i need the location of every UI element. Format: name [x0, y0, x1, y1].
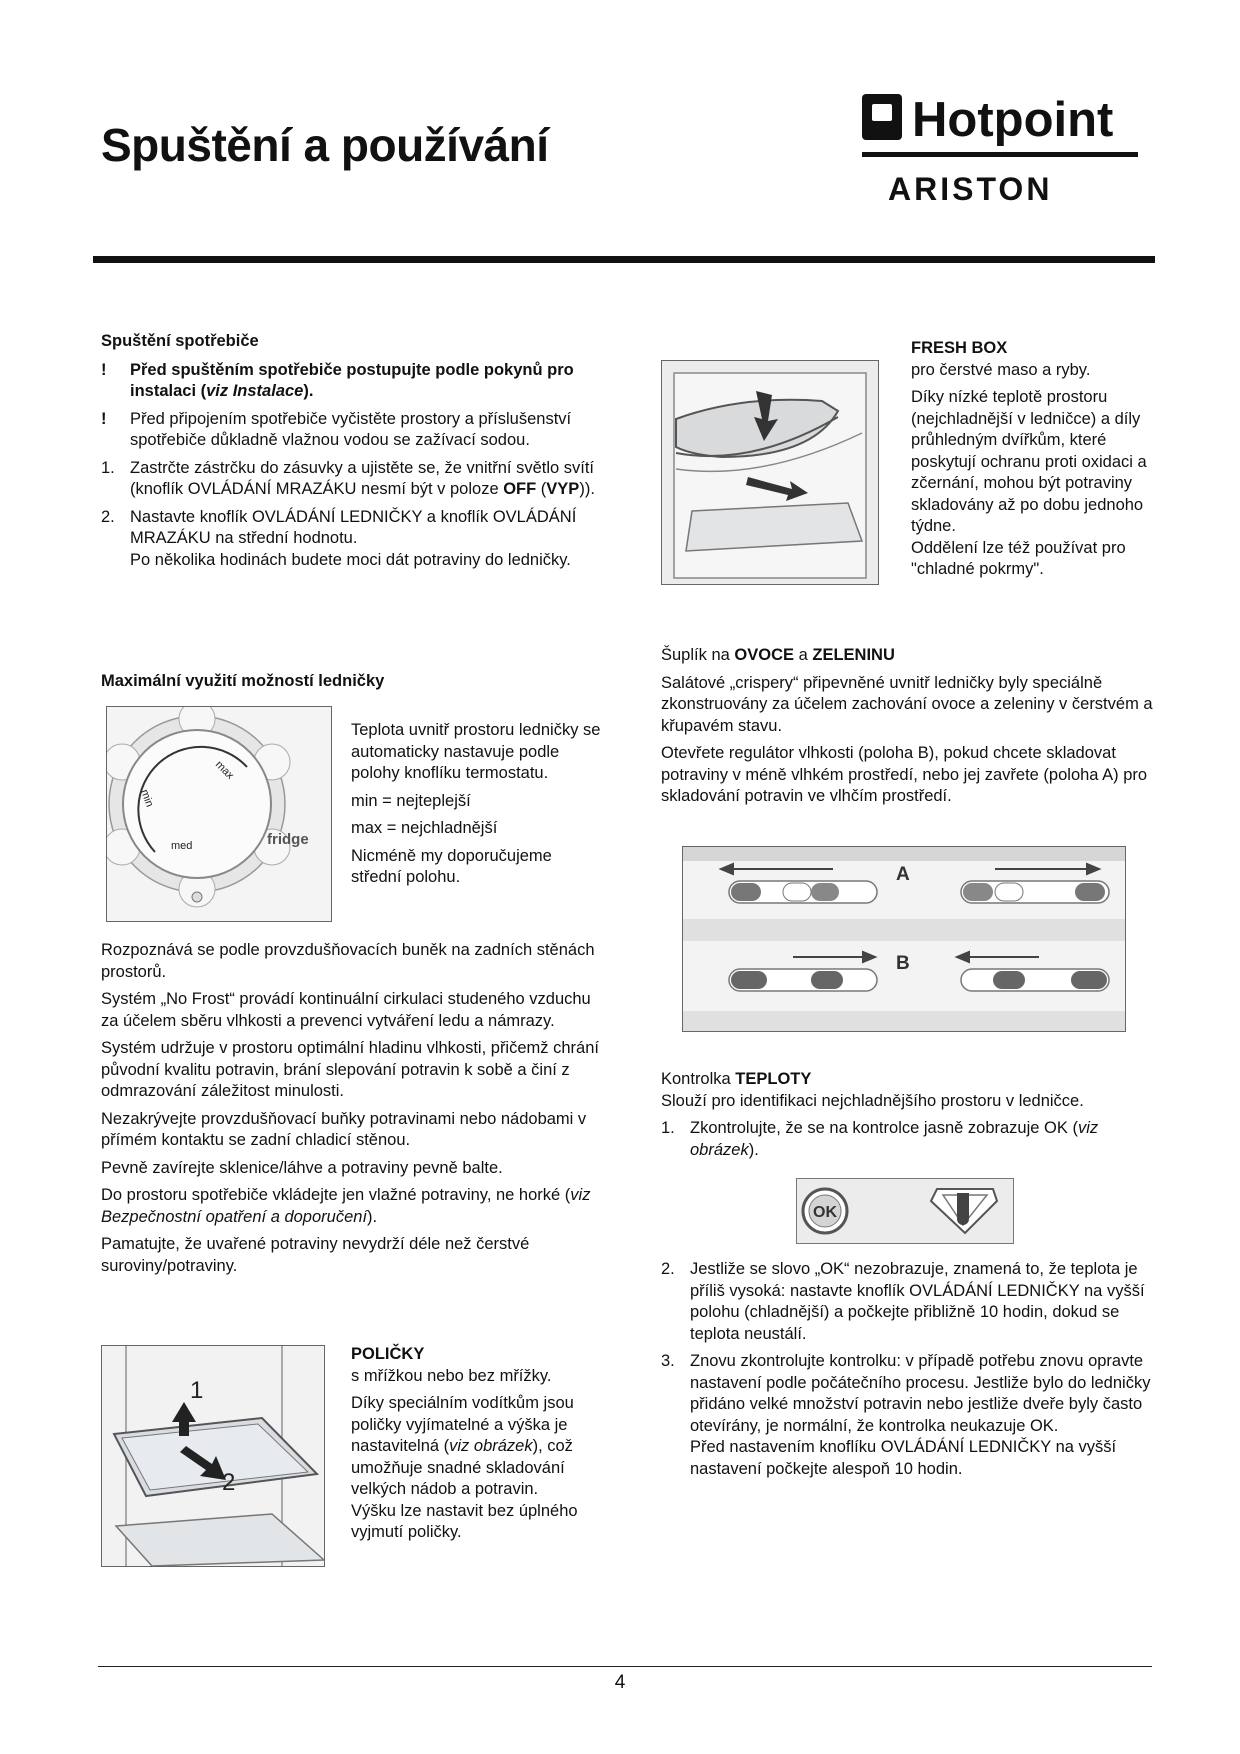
- nofrost-section: Rozpoznává se podle provzdušňovacích buněk na zadních stěnách prostorů. Systém „No Frost“ provádí kontinuální cirkulaci studeného vzduchu za účelem sběru vlhkosti a prevenci vytváření ledu a námrazy. Systém udržuje v prostoru optimální hladinu vlhkosti, přičemž chrání původní kvalitu potravin, brání slepování potravin k sobě a činí z odmrazování záležitost minulosti. Nezakrývejte provzdušňovací buňky potravinami nebo nádobami v přímém kontaktu se zadní chladicí stěnou. Pevně zavírejte sklenice/láhve a potraviny pevně balte. Do prostoru spotřebiče vkládejte jen vlažné potraviny, ne horké (viz Bezpečnostní opatření a doporučení). Pamatujte, že uvařené potraviny nevydrží déle než čerstvé suroviny/potraviny.: [101, 941, 599, 1275]
- brand-logo: [862, 90, 1138, 210]
- brand-hotpoint: Hotpoint: [912, 93, 1114, 147]
- shelves-heading: POLIČKY: [351, 1345, 425, 1363]
- instalace-ref: viz Instalace: [206, 382, 304, 400]
- temp-step-2: 2. Jestliže se slovo „OK“ nezobrazuje, znamená to, že teplota je příliš vysoká: nastavte knoflík OVLÁDÁNÍ LEDNIČKY na vyšší polohu (chladnější) a počkejte přibližně 10 hodin, dokud se teplota neustálí.: [661, 1260, 1145, 1343]
- shelves-text: POLIČKY s mřížkou nebo bez mřížky. Díky speciálním vodítkům jsou poličky vyjímatelné a výška je nastavitelná (viz obrázek), což umožňuje snadné skladování velkých nádob a potravin. Výšku lze nastavit bez úplného vyjmutí poličky.: [351, 1344, 621, 1550]
- dial-min-label: min: [138, 787, 156, 809]
- header-rule: [93, 256, 1155, 263]
- temp-step-3: 3. Znovu zkontrolujte kontrolku: v případě potřebu znovu opravte nastavení podle počátečního procesu. Jestliže bylo do ledničky přidáno velké množství potravin nebo jestliže dveře byly často otevírány, je normální, že kontrolka neukazuje OK. Před nastavením knoflíku OVLÁDÁNÍ LEDNIČKY na vyšší nastavení počkejte alespoň 10 hodin.: [661, 1352, 1151, 1478]
- shelves-figure: [101, 1345, 325, 1567]
- hotpoint-ariston-logo: [862, 90, 1138, 210]
- dial-med-label: med: [171, 840, 193, 852]
- startup-step-2: 2. Nastavte knoflík OVLÁDÁNÍ LEDNIČKY a knoflík OVLÁDÁNÍ MRAZÁKU na střední hodnotu. Po několika hodinách budete moci dát potraviny do ledničky.: [101, 507, 577, 569]
- indicator-lamp-icon: [192, 892, 202, 902]
- startup-section: [101, 331, 601, 577]
- startup-note-1: ! Před spuštěním spotřebiče postupujte podle pokynů pro instalaci (viz Instalace).: [101, 360, 574, 400]
- startup-step-1: 1. Zastrčte zástrčku do zásuvky a ujistěte se, že vnitřní světlo svítí (knoflík OVLÁDÁNÍ MRAZÁKU nesmí být v poloze OFF (VYP)).: [101, 458, 595, 498]
- dial-fridge-label: fridge: [267, 831, 309, 848]
- page-title: Spuštění a používání: [101, 119, 549, 171]
- dial-description: Teplota uvnitř prostoru ledničky se automaticky nastavuje podle polohy knoflíku termostatu. min = nejteplejší max = nejchladnější Nicméně my doporučujeme střední polohu.: [351, 721, 601, 886]
- startup-heading: Spuštění spotřebiče: [101, 332, 259, 350]
- thermostat-dial-figure: [106, 706, 332, 922]
- min-line: min = nejteplejší: [351, 791, 471, 810]
- humidity-regulator-figure: [682, 846, 1126, 1032]
- brand-rule: [862, 152, 1138, 157]
- freshbox-figure: [661, 360, 879, 585]
- position-a-label: A: [896, 864, 910, 885]
- shelf-step-1-label: 1: [190, 1377, 204, 1404]
- crisper-heading: Šuplík na OVOCE a ZELENINU: [661, 646, 895, 664]
- page-number: 4: [614, 1672, 626, 1693]
- startup-note-2: ! Před připojením spotřebiče vyčistěte prostory a příslušenství spotřebiče důkladně vlažnou vodou se zažívací sodou.: [101, 409, 572, 449]
- ok-indicator-label: OK: [813, 1204, 837, 1221]
- temp-step-1: 1. Zkontrolujte, že se na kontrolce jasně zobrazuje OK (viz obrázek).: [661, 1119, 1099, 1159]
- freshbox-text: FRESH BOX pro čerstvé maso a ryby. Díky nízké teplotě prostoru (nejchladnější v ledničce) a díly průhledným dvířkům, které poskytují ochranu proti oxidaci a zčernání, mohou být potraviny skladovány až po dobu jednoho týdne. Oddělení lze též používat pro "chladné pokrmy".: [911, 338, 1161, 587]
- position-b-label: B: [896, 953, 910, 974]
- max-line: max = nejchladnější: [351, 819, 498, 837]
- temp-steps: [661, 1259, 1161, 1486]
- maxuse-heading: Maximální využití možností ledničky: [101, 672, 385, 690]
- temp-heading: Kontrolka TEPLOTY: [661, 1070, 812, 1088]
- temp-indicator-figure: [796, 1178, 1014, 1244]
- temp-section: Kontrolka TEPLOTY Slouží pro identifikaci nejchladnějšího prostoru v ledničce. 1. Zkontrolujte, že se na kontrolce jasně zobrazuje OK (viz obrázek).: [661, 1069, 1161, 1167]
- footer-rule: [98, 1666, 1152, 1667]
- dial-max-label: max: [212, 758, 237, 782]
- brand-ariston: ARISTON: [888, 171, 1053, 207]
- freshbox-heading: FRESH BOX: [911, 339, 1008, 357]
- crisper-section: Šuplík na OVOCE a ZELENINU Salátové „crispery“ připevněné uvnitř ledničky byly speciálně zkonstruovány za účelem zachování ovoce a zeleniny v čerstvém a křupavém stavu. Otevřete regulátor vlhkosti (poloha B), pokud chcete skladovat potraviny v méně vlhkém prostředí, nebo jej zavřete (poloha A) pro skladování potravin ve vlhčím prostředí.: [661, 645, 1161, 814]
- shelf-step-2-label: 2: [222, 1469, 236, 1496]
